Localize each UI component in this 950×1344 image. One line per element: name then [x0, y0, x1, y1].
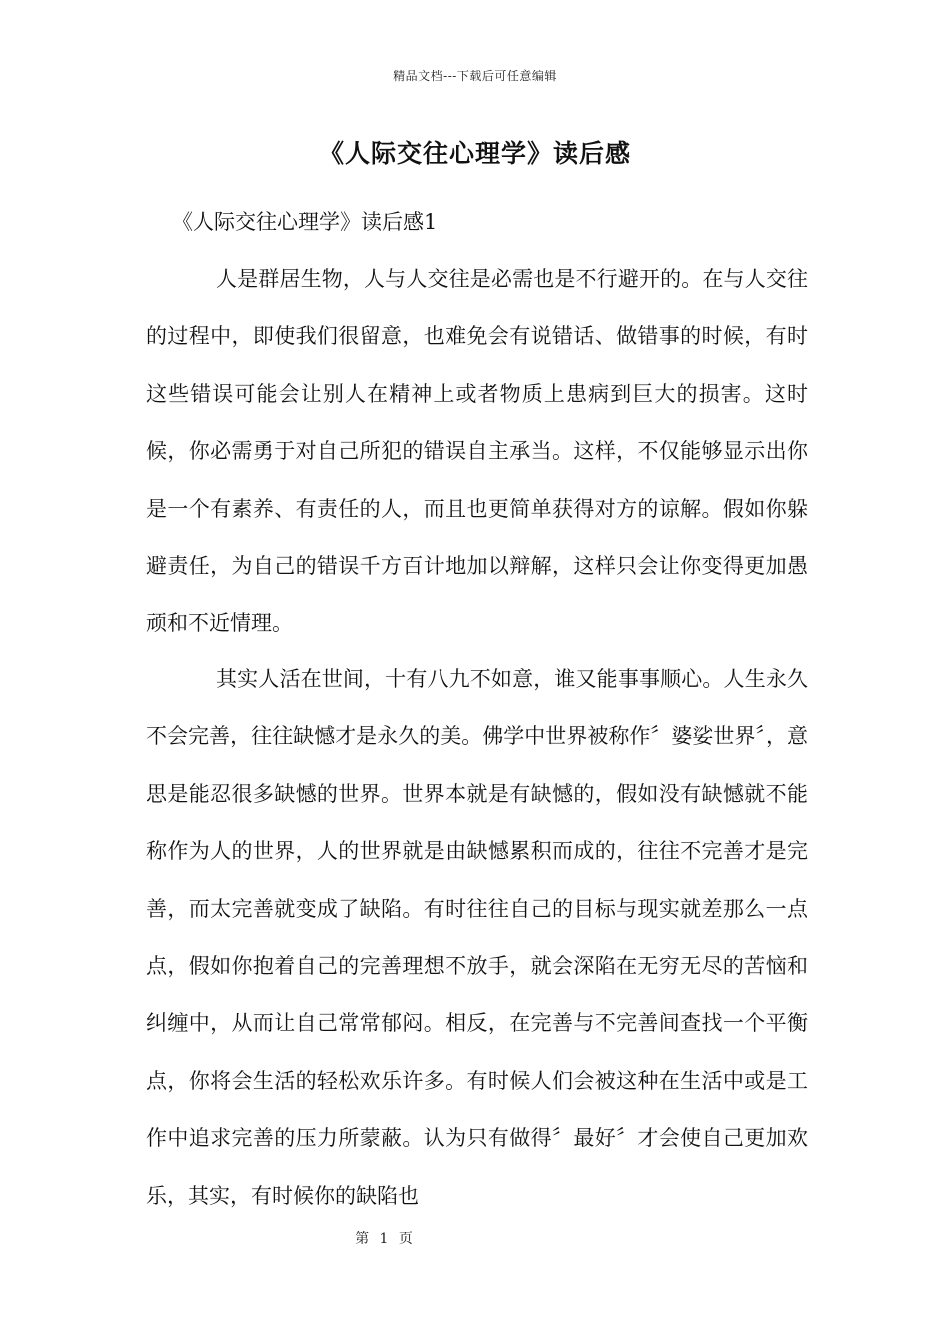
page-suffix: 页 — [398, 1231, 413, 1247]
document-subtitle: 《人际交往心理学》读后感1 — [172, 210, 438, 234]
body-paragraph: 人是群居生物，人与人交往是必需也是不行避开的。在与人交往的过程中，即使我们很留意，也难免会有说错话、做错事的时候，有时这些错误可能会让别人在精神上或者物质上患病到巨大的损害。这时候，你必需勇于对自己所犯的错误自主承当。这样，不仅能够显示出你是一个有素养、有责任的人，而且也更简单获得对方的谅解。假如你躲避责任，为自己的错误千方百计地加以辩解，这样只会让你变得更加愚顽和不近情理。 — [146, 267, 808, 636]
page-number: 1 — [379, 1231, 389, 1247]
header-note: 精品文档---下载后可任意编辑 — [393, 69, 557, 83]
body-paragraph: 其实人活在世间，十有八九不如意，谁又能事事顺心。人生永久不会完善，往往缺憾才是永久的美。佛学中世界被称作〞婆娑世界〞，意思是能忍很多缺憾的世界。世界本就是有缺憾的，假如没有缺憾就不能称作为人的世界，人的世界就是由缺憾累积而成的，往往不完善才是完善，而太完善就变成了缺陷。有时往往自己的目标与现实就差那么一点点，假如你抱着自己的完善理想不放手，就会深陷在无穷无尽的苦恼和纠缠中，从而让自己常常郁闷。相反，在完善与不完善间查找一个平衡点，你将会生活的轻松欢乐许多。有时候人们会被这种在生活中或是工作中追求完善的压力所蒙蔽。认为只有做得〞最好〞才会使自己更加欢乐，其实，有时候你的缺陷也 — [146, 667, 808, 1208]
document-title: 《人际交往心理学》读后感 — [318, 139, 631, 168]
page-prefix: 第 — [355, 1231, 370, 1247]
page-number-footer — [0, 1228, 768, 1248]
